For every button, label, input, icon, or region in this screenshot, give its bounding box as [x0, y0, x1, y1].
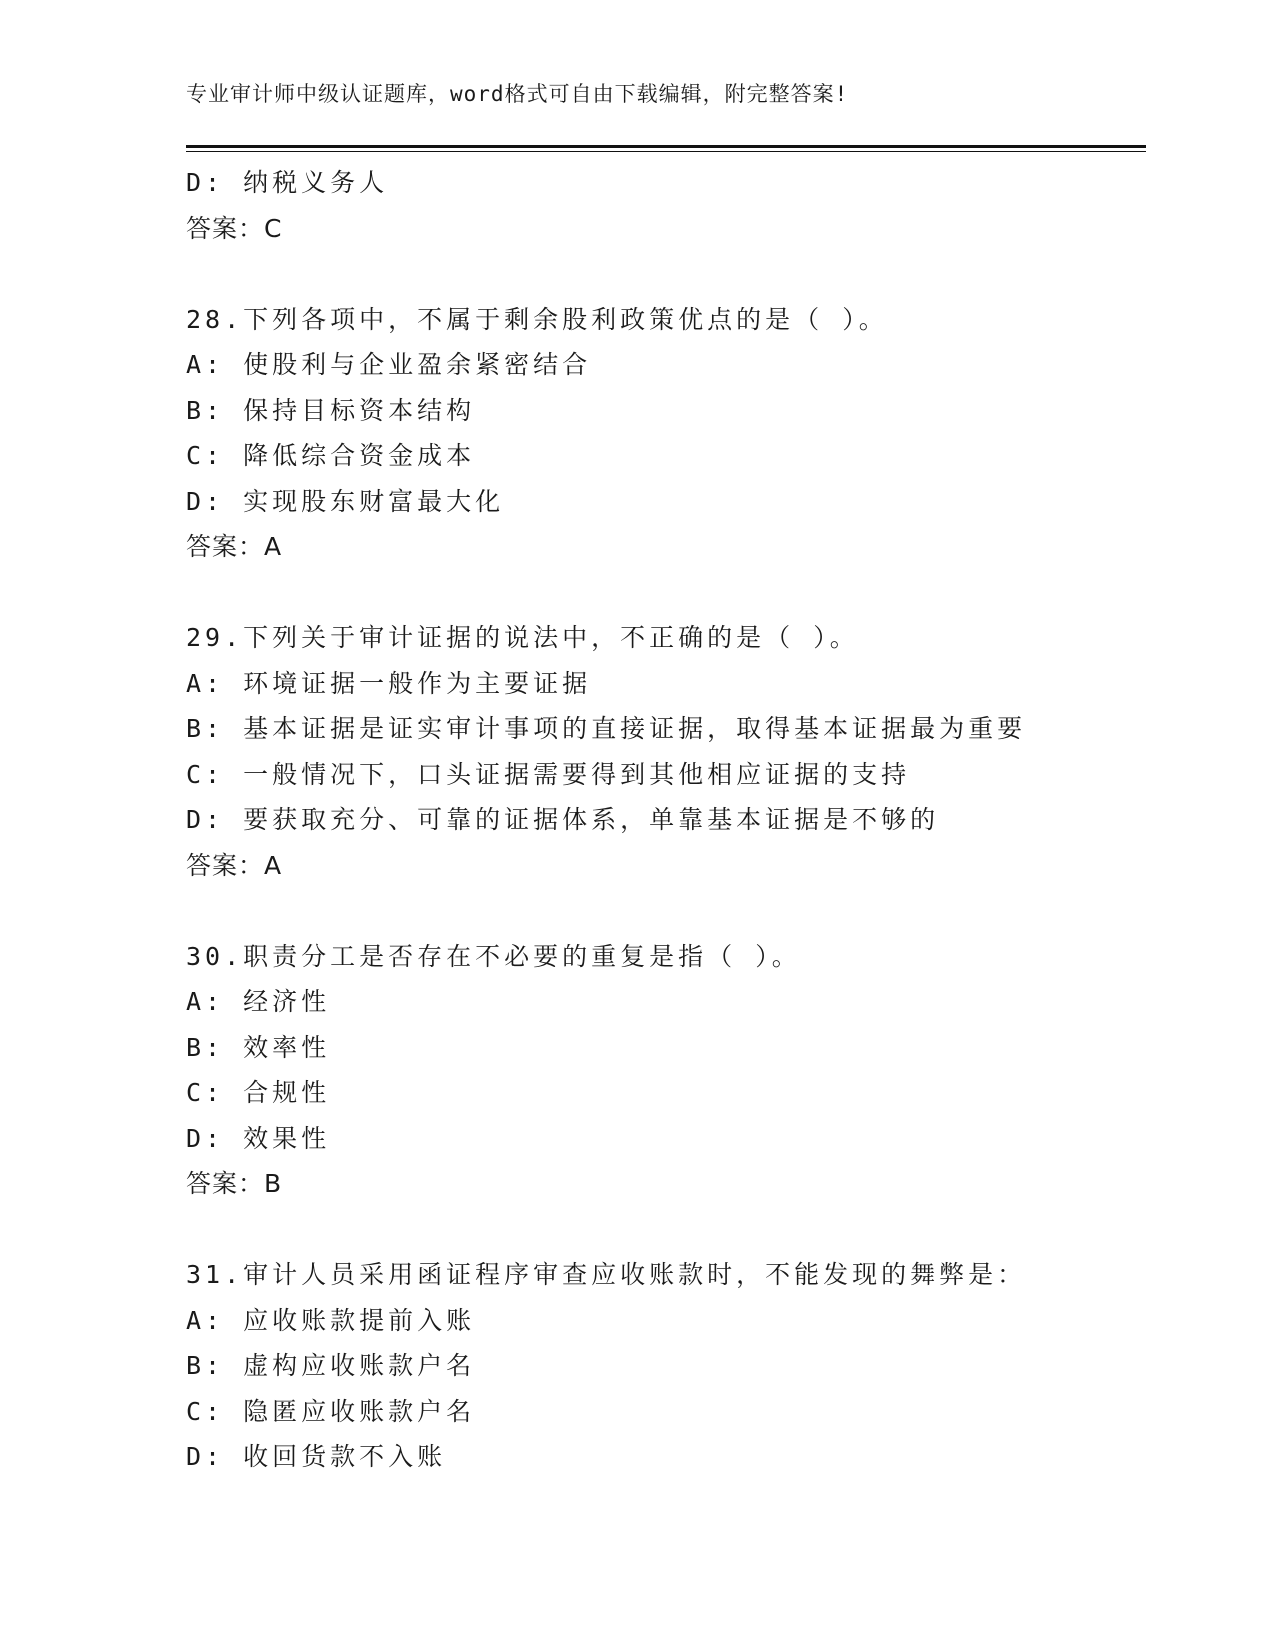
- question-stem: 29.下列关于审计证据的说法中，不正确的是（ ）。: [186, 623, 859, 652]
- question-list: [186, 160, 1146, 1480]
- option-b: B: 基本证据是证实审计事项的直接证据，取得基本证据最为重要: [186, 714, 1027, 743]
- question-31: [186, 1252, 1146, 1480]
- option-d: D: 收回货款不入账: [186, 1442, 447, 1471]
- spacer: [186, 888, 1146, 934]
- option-b: B: 虚构应收账款户名: [186, 1351, 476, 1380]
- option-d: D: 实现股东财富最大化: [186, 486, 505, 516]
- option-a: A: 环境证据一般作为主要证据: [186, 668, 592, 698]
- spacer: [186, 570, 1146, 616]
- option-c: C: 合规性: [186, 1078, 331, 1107]
- option-a: A: 使股利与企业盈余紧密结合: [186, 350, 592, 379]
- option-a: A: 应收账款提前入账: [186, 1305, 476, 1335]
- question-stem: 30.职责分工是否存在不必要的重复是指（ ）。: [186, 941, 801, 971]
- option-d: D: 纳税义务人: [186, 168, 389, 197]
- answer-line: 答案：A: [186, 850, 283, 880]
- answer-line: 答案：C: [186, 213, 283, 243]
- question-28: [186, 297, 1146, 570]
- answer-line: 答案：B: [186, 1169, 283, 1198]
- option-c: C: 降低综合资金成本: [186, 441, 476, 470]
- option-d: D: 效果性: [186, 1123, 331, 1153]
- question-29: [186, 615, 1146, 888]
- question-stem: 31.审计人员采用函证程序审查应收账款时，不能发现的舞弊是：: [186, 1260, 1027, 1289]
- page-header: 专业审计师中级认证题库，word格式可自由下载编辑，附完整答案!: [186, 82, 849, 106]
- option-a: A: 经济性: [186, 987, 331, 1016]
- answer-line: 答案：A: [186, 532, 283, 561]
- spacer: [186, 1207, 1146, 1253]
- option-c: C: 隐匿应收账款户名: [186, 1396, 476, 1426]
- option-b: B: 效率性: [186, 1032, 331, 1062]
- question-stem: 28.下列各项中，不属于剩余股利政策优点的是（ ）。: [186, 304, 888, 334]
- header-rule-thin: [186, 151, 1146, 152]
- option-b: B: 保持目标资本结构: [186, 395, 476, 425]
- spacer: [186, 251, 1146, 297]
- header-rule-thick: [186, 145, 1146, 148]
- option-c: C: 一般情况下，口头证据需要得到其他相应证据的支持: [186, 759, 911, 789]
- question-30: [186, 934, 1146, 1207]
- option-d: D: 要获取充分、可靠的证据体系，单靠基本证据是不够的: [186, 805, 940, 834]
